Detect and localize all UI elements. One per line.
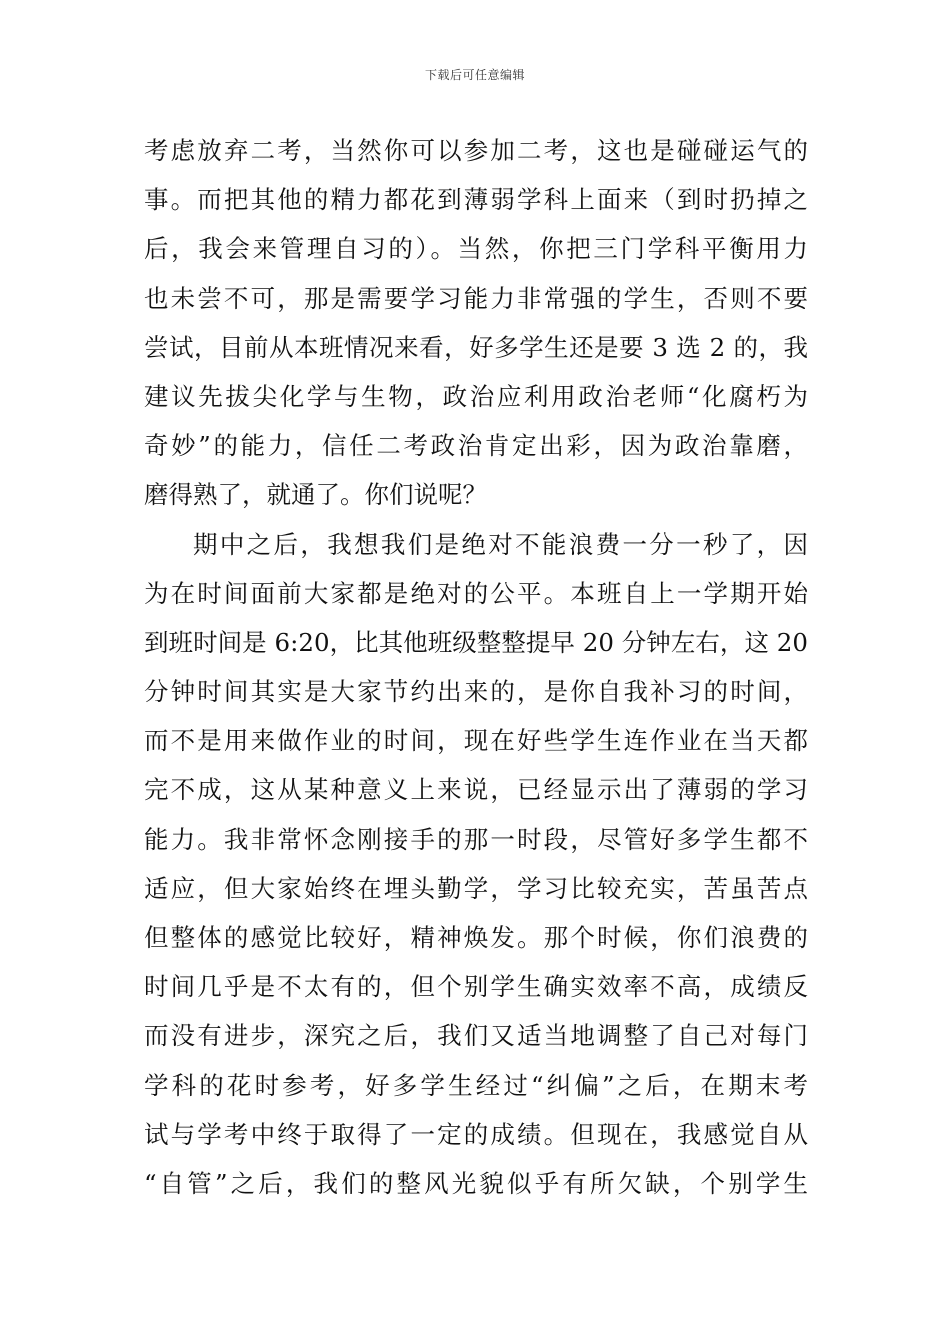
text-line: 适应，但大家始终在埋头勤学，学习比较充实，苦虽苦点: [144, 873, 808, 903]
text-line: “自管”之后，我们的整风光貌似乎有所欠缺，个别学生: [144, 1168, 808, 1198]
text-line: 后，我会来管理自习的）。当然，你把三门学科平衡用力: [144, 234, 808, 264]
paragraph-first-line: 期中之后，我想我们是绝对不能浪费一分一秒了，因: [193, 529, 808, 559]
text-line: 奇妙”的能力，信任二考政治肯定出彩，因为政治靠磨，: [144, 431, 808, 461]
text-line: 但整体的感觉比较好，精神焕发。那个时候，你们浪费的: [144, 923, 808, 952]
text-line: 时间几乎是不太有的，但个别学生确实效率不高，成绩反: [144, 972, 808, 1002]
text-line: 而不是用来做作业的时间，现在好些学生连作业在当天都: [144, 726, 808, 756]
text-line: 事。而把其他的精力都花到薄弱学科上面来（到时扔掉之: [144, 185, 808, 215]
text-line: 到班时间是 6:20，比其他班级整整提早 20 分钟左右，这 20: [144, 627, 808, 657]
text-line: 为在时间面前大家都是绝对的公平。本班自上一学期开始: [144, 578, 808, 608]
text-line: 学科的花时参考，好多学生经过“纠偏”之后，在期末考: [144, 1070, 808, 1100]
text-line: 考虑放弃二考，当然你可以参加二考，这也是碰碰运气的: [144, 136, 808, 165]
document-body: [144, 126, 808, 1208]
page-header: 下载后可任意编辑: [424, 68, 525, 82]
text-line: 而没有进步，深究之后，我们又适当地调整了自己对每门: [144, 1021, 808, 1051]
text-line: 尝试，目前从本班情况来看，好多学生还是要 3 选 2 的，我: [144, 332, 808, 362]
text-line: 试与学考中终于取得了一定的成绩。但现在，我感觉自从: [144, 1119, 808, 1149]
text-line: 建议先拔尖化学与生物，政治应利用政治老师“化腐朽为: [144, 381, 808, 411]
text-line: 能力。我非常怀念刚接手的那一时段，尽管好多学生都不: [144, 824, 808, 854]
text-line: 磨得熟了，就通了。你们说呢？: [144, 480, 487, 510]
text-line: 完不成，这从某种意义上来说，已经显示出了薄弱的学习: [144, 775, 808, 805]
text-line: 分钟时间其实是大家节约出来的，是你自我补习的时间，: [144, 677, 808, 707]
text-line: 也未尝不可，那是需要学习能力非常强的学生，否则不要: [144, 283, 808, 313]
